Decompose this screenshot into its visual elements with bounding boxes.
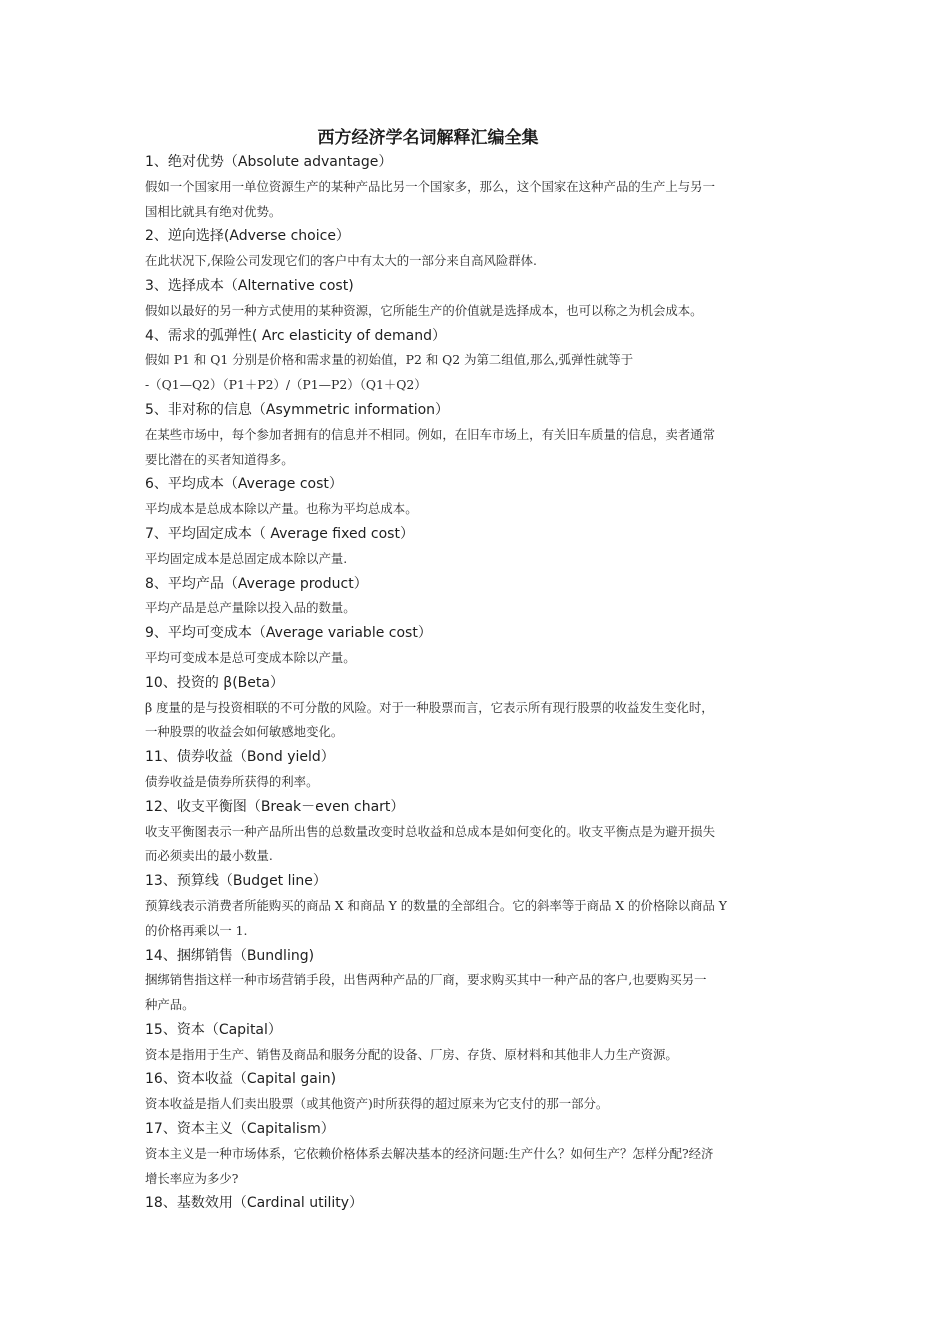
- term-heading: 17、资本主义（Capitalism）: [145, 1121, 335, 1138]
- term-heading: 13、预算线（Budget line）: [145, 873, 327, 890]
- definition-line: 捆绑销售指这样一种市场营销手段，出售两种产品的厂商，要求购买其中一种产品的客户,也要购买另一: [145, 972, 707, 988]
- term-heading: 16、资本收益（Capital gain): [145, 1071, 337, 1088]
- term-heading: 7、平均固定成本（ Average fixed cost）: [145, 525, 414, 542]
- definition-line: 资本收益是指人们卖出股票（或其他资产)时所获得的超过原来为它支付的那一部分。: [145, 1096, 609, 1112]
- definition-line: 收支平衡图表示一种产品所出售的总数量改变时总收益和总成本是如何变化的。收支平衡点是为避开损失: [145, 823, 715, 839]
- definition-line: 的价格再乘以一 1.: [145, 922, 248, 938]
- term-heading: 15、资本（Capital）: [145, 1021, 282, 1038]
- definition-line: 平均产品是总产量除以投入品的数量。: [145, 600, 356, 616]
- term-heading: 12、收支平衡图（Break－even chart）: [145, 798, 405, 815]
- term-heading: 6、平均成本（Average cost）: [145, 476, 343, 493]
- term-heading: 11、债券收益（Bond yield）: [145, 749, 335, 766]
- definition-line: 国相比就具有绝对优势。: [145, 203, 282, 219]
- term-heading: 4、需求的弧弹性( Arc elasticity of demand）: [145, 327, 446, 344]
- definition-line: β 度量的是与投资相联的不可分散的风险。对于一种股票而言，它表示所有现行股票的收益发生变化时，: [145, 699, 714, 715]
- term-heading: 1、绝对优势（Absolute advantage）: [145, 154, 393, 170]
- definition-line: 在某些市场中，每个参加者拥有的信息并不相同。例如，在旧车市场上，有关旧车质量的信息，卖者通常: [145, 426, 715, 442]
- definition-line: 平均成本是总成本除以产量。也称为平均总成本。: [145, 501, 418, 517]
- term-heading: 5、非对称的信息（Asymmetric information）: [145, 401, 450, 418]
- definition-line: 一种股票的收益会如何敏感地变化。: [145, 724, 344, 740]
- definition-line: 假如一个国家用一单位资源生产的某种产品比另一个国家多，那么，这个国家在这种产品的生产上与另一: [145, 178, 715, 194]
- definition-line: 预算线表示消费者所能购买的商品 X 和商品 Y 的数量的全部组合。它的斜率等于商品 X 的价格除以商品 Y: [145, 897, 727, 913]
- document-title: 西方经济学名词解释汇编全集: [317, 128, 539, 148]
- definition-line: -（Q1—Q2）（P1＋P2）/（P1—P2）（Q1＋Q2）: [145, 377, 427, 393]
- term-heading: 3、选择成本（Alternative cost): [145, 277, 354, 294]
- definition-line: 债券收益是债券所获得的利率。: [145, 773, 319, 789]
- definition-line: 在此状况下,保险公司发现它们的客户中有太大的一部分来自高风险群体.: [145, 253, 537, 269]
- term-heading: 18、基数效用（Cardinal utility）: [145, 1195, 364, 1212]
- definition-line: 要比潜在的买者知道得多。: [145, 451, 294, 467]
- definition-line: 增长率应为多少?: [145, 1170, 239, 1186]
- term-heading: 10、投资的 β(Beta）: [145, 674, 284, 691]
- definition-line: 假如 P1 和 Q1 分别是价格和需求量的初始值，P2 和 Q2 为第二组值,那么,弧弹性就等于: [145, 352, 634, 368]
- definition-line: 而必须卖出的最小数量.: [145, 848, 273, 864]
- term-heading: 9、平均可变成本（Average variable cost）: [145, 625, 432, 642]
- definition-line: 平均固定成本是总固定成本除以产量.: [145, 550, 348, 566]
- definition-line: 资本是指用于生产、销售及商品和服务分配的设备、厂房、存货、原材料和其他非人力生产资源。: [145, 1046, 678, 1062]
- term-heading: 2、逆向选择(Adverse choice）: [145, 228, 350, 245]
- document-body: [145, 150, 810, 1216]
- term-heading: 14、捆绑销售（Bundling): [145, 947, 315, 964]
- definition-line: 资本主义是一种市场体系，它依赖价格体系去解决基本的经济问题:生产什么？如何生产？怎样分配?经济: [145, 1145, 714, 1161]
- definition-line: 假如以最好的另一种方式使用的某种资源，它所能生产的价值就是选择成本，也可以称之为机会成本。: [145, 302, 703, 318]
- definition-line: 平均可变成本是总可变成本除以产量。: [145, 649, 356, 665]
- definition-line: 种产品。: [145, 997, 195, 1013]
- term-heading: 8、平均产品（Average product）: [145, 575, 368, 592]
